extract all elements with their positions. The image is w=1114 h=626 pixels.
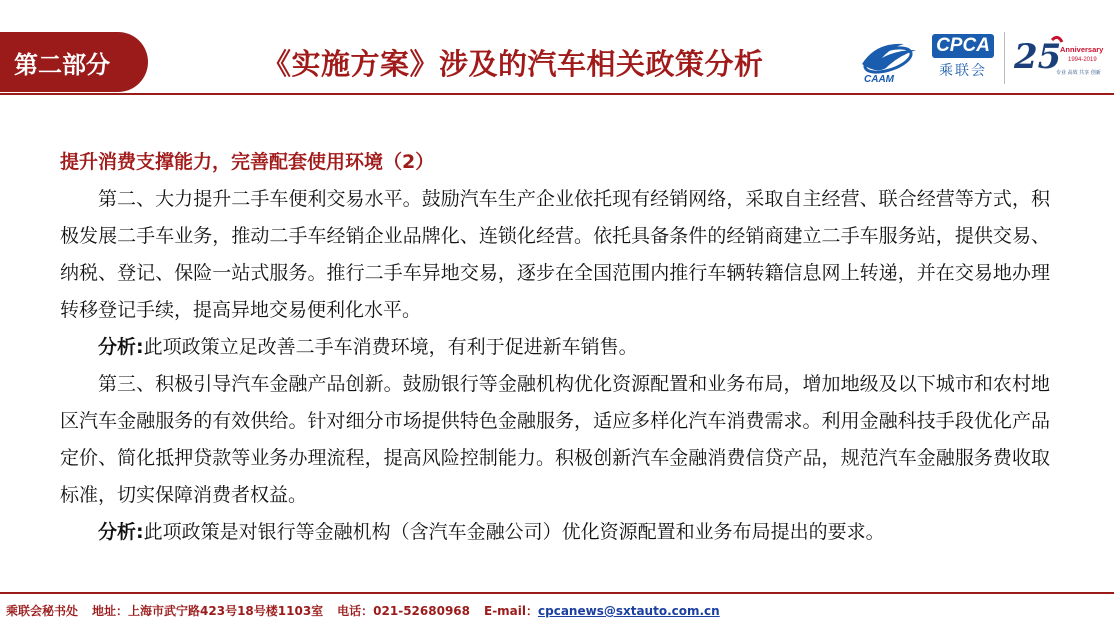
- policy-paragraph-2: 第三、积极引导汽车金融产品创新。鼓励银行等金融机构优化资源配置和业务布局，增加地级及以下城市和农村地区汽车金融服务的有效供给。针对细分市场提供特色金融服务，适应多样化汽车消费需求。利用金融科技手段优化产品定价、简化抵押贷款等业务办理流程，提高风险控制能力。积极创新汽车金融消费信贷产品，规范汽车金融服务费收取标准，切实保障消费者权益。: [60, 373, 1050, 506]
- cpca-logo: [932, 34, 994, 82]
- anniversary-word: Anniversary: [1060, 45, 1104, 54]
- header-divider: [0, 93, 1114, 95]
- page-title: 《实施方案》涉及的汽车相关政策分析: [262, 47, 764, 81]
- footer-email-label: E-mail：: [484, 604, 539, 618]
- analysis-paragraph-1: [60, 329, 1050, 366]
- policy-paragraph-1: 第二、大力提升二手车便利交易水平。鼓励汽车生产企业依托现有经销网络，采取自主经营、联合经营等方式，积极发展二手车业务，推动二手车经销企业品牌化、连锁化经营。依托具备条件的经销商建立二手车服务站，提供交易、纳税、登记、保险一站式服务。推行二手车异地交易，逐步在全国范围内推行车辆转籍信息网上转递，并在交易地办理转移登记手续，提高异地交易便利化水平。: [60, 188, 1050, 321]
- footer-org: 乘联会秘书处: [6, 604, 79, 618]
- logo-group: [856, 30, 1106, 88]
- anniversary-tagline: 专业 高效 共享 创新: [1056, 70, 1101, 76]
- caam-logo-text: CAAM: [864, 74, 894, 84]
- analysis-label: 分析:: [98, 336, 144, 358]
- footer-email-link[interactable]: cpcanews@sxtauto.com.cn: [538, 604, 720, 618]
- cpca-logo-cn: 乘联会: [939, 63, 987, 79]
- anniversary-years: 1994-2019: [1068, 57, 1097, 63]
- caam-logo-icon: [856, 34, 926, 84]
- footer: [6, 602, 720, 619]
- footer-phone: 电话：021-52680968: [337, 604, 470, 618]
- anniversary-number: 25: [1014, 37, 1062, 77]
- slide-header: [0, 0, 1114, 96]
- analysis-text: 此项政策是对银行等金融机构（含汽车金融公司）优化资源配置和业务布局提出的要求。: [143, 521, 885, 543]
- analysis-label: 分析:: [98, 521, 144, 543]
- cpca-logo-text: CPCA: [932, 34, 994, 58]
- section-subheading: 提升消费支撑能力，完善配套使用环境（2）: [60, 151, 435, 173]
- slide-body: [60, 144, 1050, 551]
- section-tab: 第二部分: [0, 32, 148, 92]
- footer-address: 地址：上海市武宁路423号18号楼1103室: [92, 604, 324, 618]
- analysis-text: 此项政策立足改善二手车消费环境，有利于促进新车销售。: [143, 336, 638, 358]
- footer-divider: [0, 592, 1114, 594]
- logo-divider: [1004, 32, 1005, 84]
- analysis-paragraph-2: [60, 514, 1050, 551]
- anniversary-logo-icon: [1012, 30, 1106, 86]
